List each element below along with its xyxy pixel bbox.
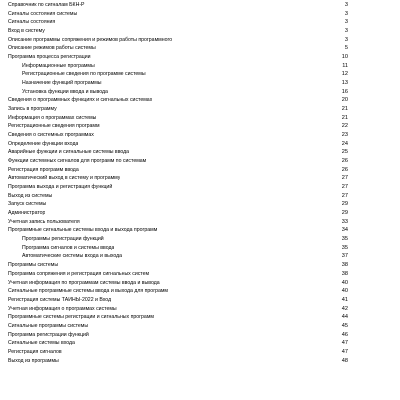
toc-entry-title: Программы системы <box>8 262 59 269</box>
toc-entry[interactable] <box>8 36 348 45</box>
toc-entry-page-number: 34 <box>341 227 348 234</box>
toc-entry-page-number: 5 <box>344 45 348 52</box>
toc-entry-title: Определение функции входа <box>8 140 79 147</box>
toc-entry-title: Сведения о системных программах <box>8 132 94 139</box>
toc-entry-title: Справочник по сигналам БКН-Р <box>8 2 85 8</box>
toc-entry-title: Учетная информация по программам системы ввода и вывода <box>8 279 160 286</box>
toc-entry-page-number: 45 <box>341 322 348 329</box>
toc-entry-page-number: 26 <box>341 158 348 165</box>
toc-entry[interactable] <box>8 348 348 357</box>
toc-entry-page-number: 21 <box>341 106 348 113</box>
toc-entry-title: Сигналы состояния <box>8 19 56 26</box>
toc-entry-page-number: 35 <box>341 244 348 251</box>
toc-entry-title: Администратор <box>8 210 46 217</box>
toc-entry[interactable] <box>8 114 348 123</box>
toc-entry-page-number: 13 <box>341 80 348 87</box>
toc-entry-title: Выход из программы <box>8 357 59 364</box>
toc-entry[interactable] <box>8 287 348 296</box>
toc-entry-title: Назначение функций программы <box>22 80 102 87</box>
toc-entry-title: Аварийные функции и сигнальные системы ввода <box>8 149 130 156</box>
toc-entry-title: Регистрация программ ввода <box>8 166 79 173</box>
toc-entry-page-number: 22 <box>341 123 348 130</box>
toc-entry-title: Запись в программу <box>8 106 57 113</box>
toc-entry-title: Программа сигналов и системы ввода <box>22 244 115 251</box>
toc-entry[interactable] <box>8 296 348 305</box>
toc-entry-page-number: 46 <box>341 331 348 338</box>
toc-entry-page-number: 3 <box>344 28 348 35</box>
toc-entry-page-number: 48 <box>341 357 348 364</box>
toc-entry[interactable] <box>8 166 348 175</box>
toc-entry[interactable] <box>8 331 348 340</box>
toc-entry[interactable] <box>8 270 348 279</box>
toc-entry-page-number: 11 <box>342 62 348 69</box>
toc-entry-title: Автоматические системы входа и выхода <box>22 253 123 260</box>
toc-entry-title: Учетная информация о программах системы <box>8 305 117 312</box>
toc-entry[interactable] <box>8 27 348 36</box>
toc-entry-title: Вход в систему <box>8 28 45 35</box>
toc-entry-page-number: 12 <box>341 71 348 78</box>
toc-entry-title: Сигнальные программные системы ввода и выхода для программ <box>8 288 168 295</box>
toc-entry-title: Сигнальные программы системы <box>8 322 89 329</box>
toc-entry-page-number: 3 <box>344 10 348 17</box>
toc-entry-title: Сигнальные системы входа <box>8 340 75 347</box>
toc-entry[interactable] <box>8 10 348 19</box>
toc-entry-page-number: 26 <box>341 166 348 173</box>
toc-entry-title: Программа выхода и регистрация функций <box>8 184 113 191</box>
toc-entry-title: Информационные программы <box>22 62 95 69</box>
toc-entry[interactable] <box>8 96 348 105</box>
toc-entry-page-number: 27 <box>341 175 348 182</box>
toc-entry-page-number: 27 <box>341 184 348 191</box>
toc-entry[interactable] <box>8 252 348 261</box>
toc-entry-page-number: 21 <box>341 114 348 121</box>
toc-entry-title: Функции системных сигналов для программ по системам <box>8 158 147 165</box>
toc-entry-title: Регистрация сигналов <box>8 348 62 355</box>
toc-entry-title: Информация о программах системы <box>8 114 97 121</box>
toc-entry-page-number: 20 <box>341 97 348 104</box>
toc-entry-title: Программа процесса регистрации <box>8 54 91 61</box>
toc-entry-page-number: 41 <box>341 296 348 303</box>
toc-entry[interactable] <box>8 62 348 71</box>
toc-entry-title: Программа сопряжения и регистрация сигнальных систем <box>8 270 150 277</box>
toc-entry-title: Программы регистрации функций <box>22 236 104 243</box>
toc-entry[interactable] <box>8 244 348 253</box>
toc-entry-title: Запуск системы <box>8 201 47 208</box>
toc-entry-title: Программные сигнальные системы входа и выхода программ <box>8 227 158 234</box>
toc-entry-page-number: 33 <box>341 218 348 225</box>
toc-entry[interactable] <box>8 235 348 244</box>
toc-entry[interactable] <box>8 305 348 314</box>
toc-entry-title: Установка функции ввода и вывода <box>22 88 108 95</box>
toc-entry[interactable] <box>8 209 348 218</box>
toc-entry-title: Регистрационные сведения программ <box>8 123 100 130</box>
toc-entry[interactable] <box>8 1 348 10</box>
toc-entry[interactable] <box>8 200 348 209</box>
toc-entry-title: Программные системы регистрации и сигнальных программ <box>8 314 154 321</box>
toc-entry-title: Программа регистрации функций <box>8 331 89 338</box>
toc-entry-page-number: 3 <box>344 19 348 26</box>
toc-entry[interactable] <box>8 122 348 131</box>
toc-entry-title: Сигналы состояния системы <box>8 10 78 17</box>
toc-entry-page-number: 40 <box>341 288 348 295</box>
toc-entry[interactable] <box>8 70 348 79</box>
toc-entry-page-number: 3 <box>344 2 348 8</box>
toc-entry-title: Регистрационные сведения по программе системы <box>22 71 146 78</box>
toc-entry-title: Описание программы сопряжения и режимов работы программного <box>8 36 173 43</box>
toc-entry[interactable] <box>8 322 348 331</box>
toc-entry-page-number: 29 <box>341 210 348 217</box>
toc-entry[interactable] <box>8 44 348 53</box>
toc-entry-page-number: 35 <box>341 236 348 243</box>
toc-entry-page-number: 27 <box>341 192 348 199</box>
toc-entry[interactable] <box>8 357 348 366</box>
toc-entry[interactable] <box>8 313 348 322</box>
toc-entry-page-number: 38 <box>341 270 348 277</box>
toc-entry[interactable] <box>8 183 348 192</box>
toc-entry-title: Выход из системы <box>8 192 53 199</box>
toc-entry-page-number: 47 <box>341 348 348 355</box>
toc-entry[interactable] <box>8 18 348 27</box>
toc-entry-page-number: 42 <box>341 305 348 312</box>
toc-entry-page-number: 10 <box>341 54 348 61</box>
toc-entry-page-number: 47 <box>341 340 348 347</box>
toc-entry-page-number: 3 <box>344 36 348 43</box>
toc-entry-page-number: 23 <box>341 132 348 139</box>
toc-entry-page-number: 25 <box>341 149 348 156</box>
toc-entry-title: Сведения о программных функциях и сигнальных системах <box>8 97 153 104</box>
toc-entry[interactable] <box>8 192 348 201</box>
toc-entry[interactable] <box>8 261 348 270</box>
toc-entry-title: Описание режимов работы системы <box>8 45 96 52</box>
toc-entry[interactable] <box>8 131 348 140</box>
toc-entry[interactable] <box>8 140 348 149</box>
toc-entry-page-number: 44 <box>341 314 348 321</box>
toc-entry-title: Автоматический выход в систему и программу <box>8 175 121 182</box>
toc-entry-page-number: 38 <box>341 262 348 269</box>
toc-entry[interactable] <box>8 218 348 227</box>
toc-entry-page-number: 40 <box>341 279 348 286</box>
toc-entry[interactable] <box>8 174 348 183</box>
toc-entry[interactable] <box>8 53 348 62</box>
toc-entry-page-number: 24 <box>341 140 348 147</box>
toc-entry[interactable] <box>8 279 348 288</box>
toc-entry[interactable] <box>8 226 348 235</box>
toc-entry-page-number: 16 <box>341 88 348 95</box>
toc-entry[interactable] <box>8 79 348 88</box>
toc-entry[interactable] <box>8 148 348 157</box>
toc-entry-page-number: 29 <box>341 201 348 208</box>
toc-entry[interactable] <box>8 105 348 114</box>
toc-entry[interactable] <box>8 339 348 348</box>
toc-entry-title: Учетная запись пользователя <box>8 218 80 225</box>
toc-entry[interactable] <box>8 157 348 166</box>
toc-entry[interactable] <box>8 88 348 97</box>
toc-entry-title: Регистрация системы ТАИНЫ-2022 и Вход <box>8 296 112 303</box>
toc-entry-page-number: 37 <box>341 253 348 260</box>
